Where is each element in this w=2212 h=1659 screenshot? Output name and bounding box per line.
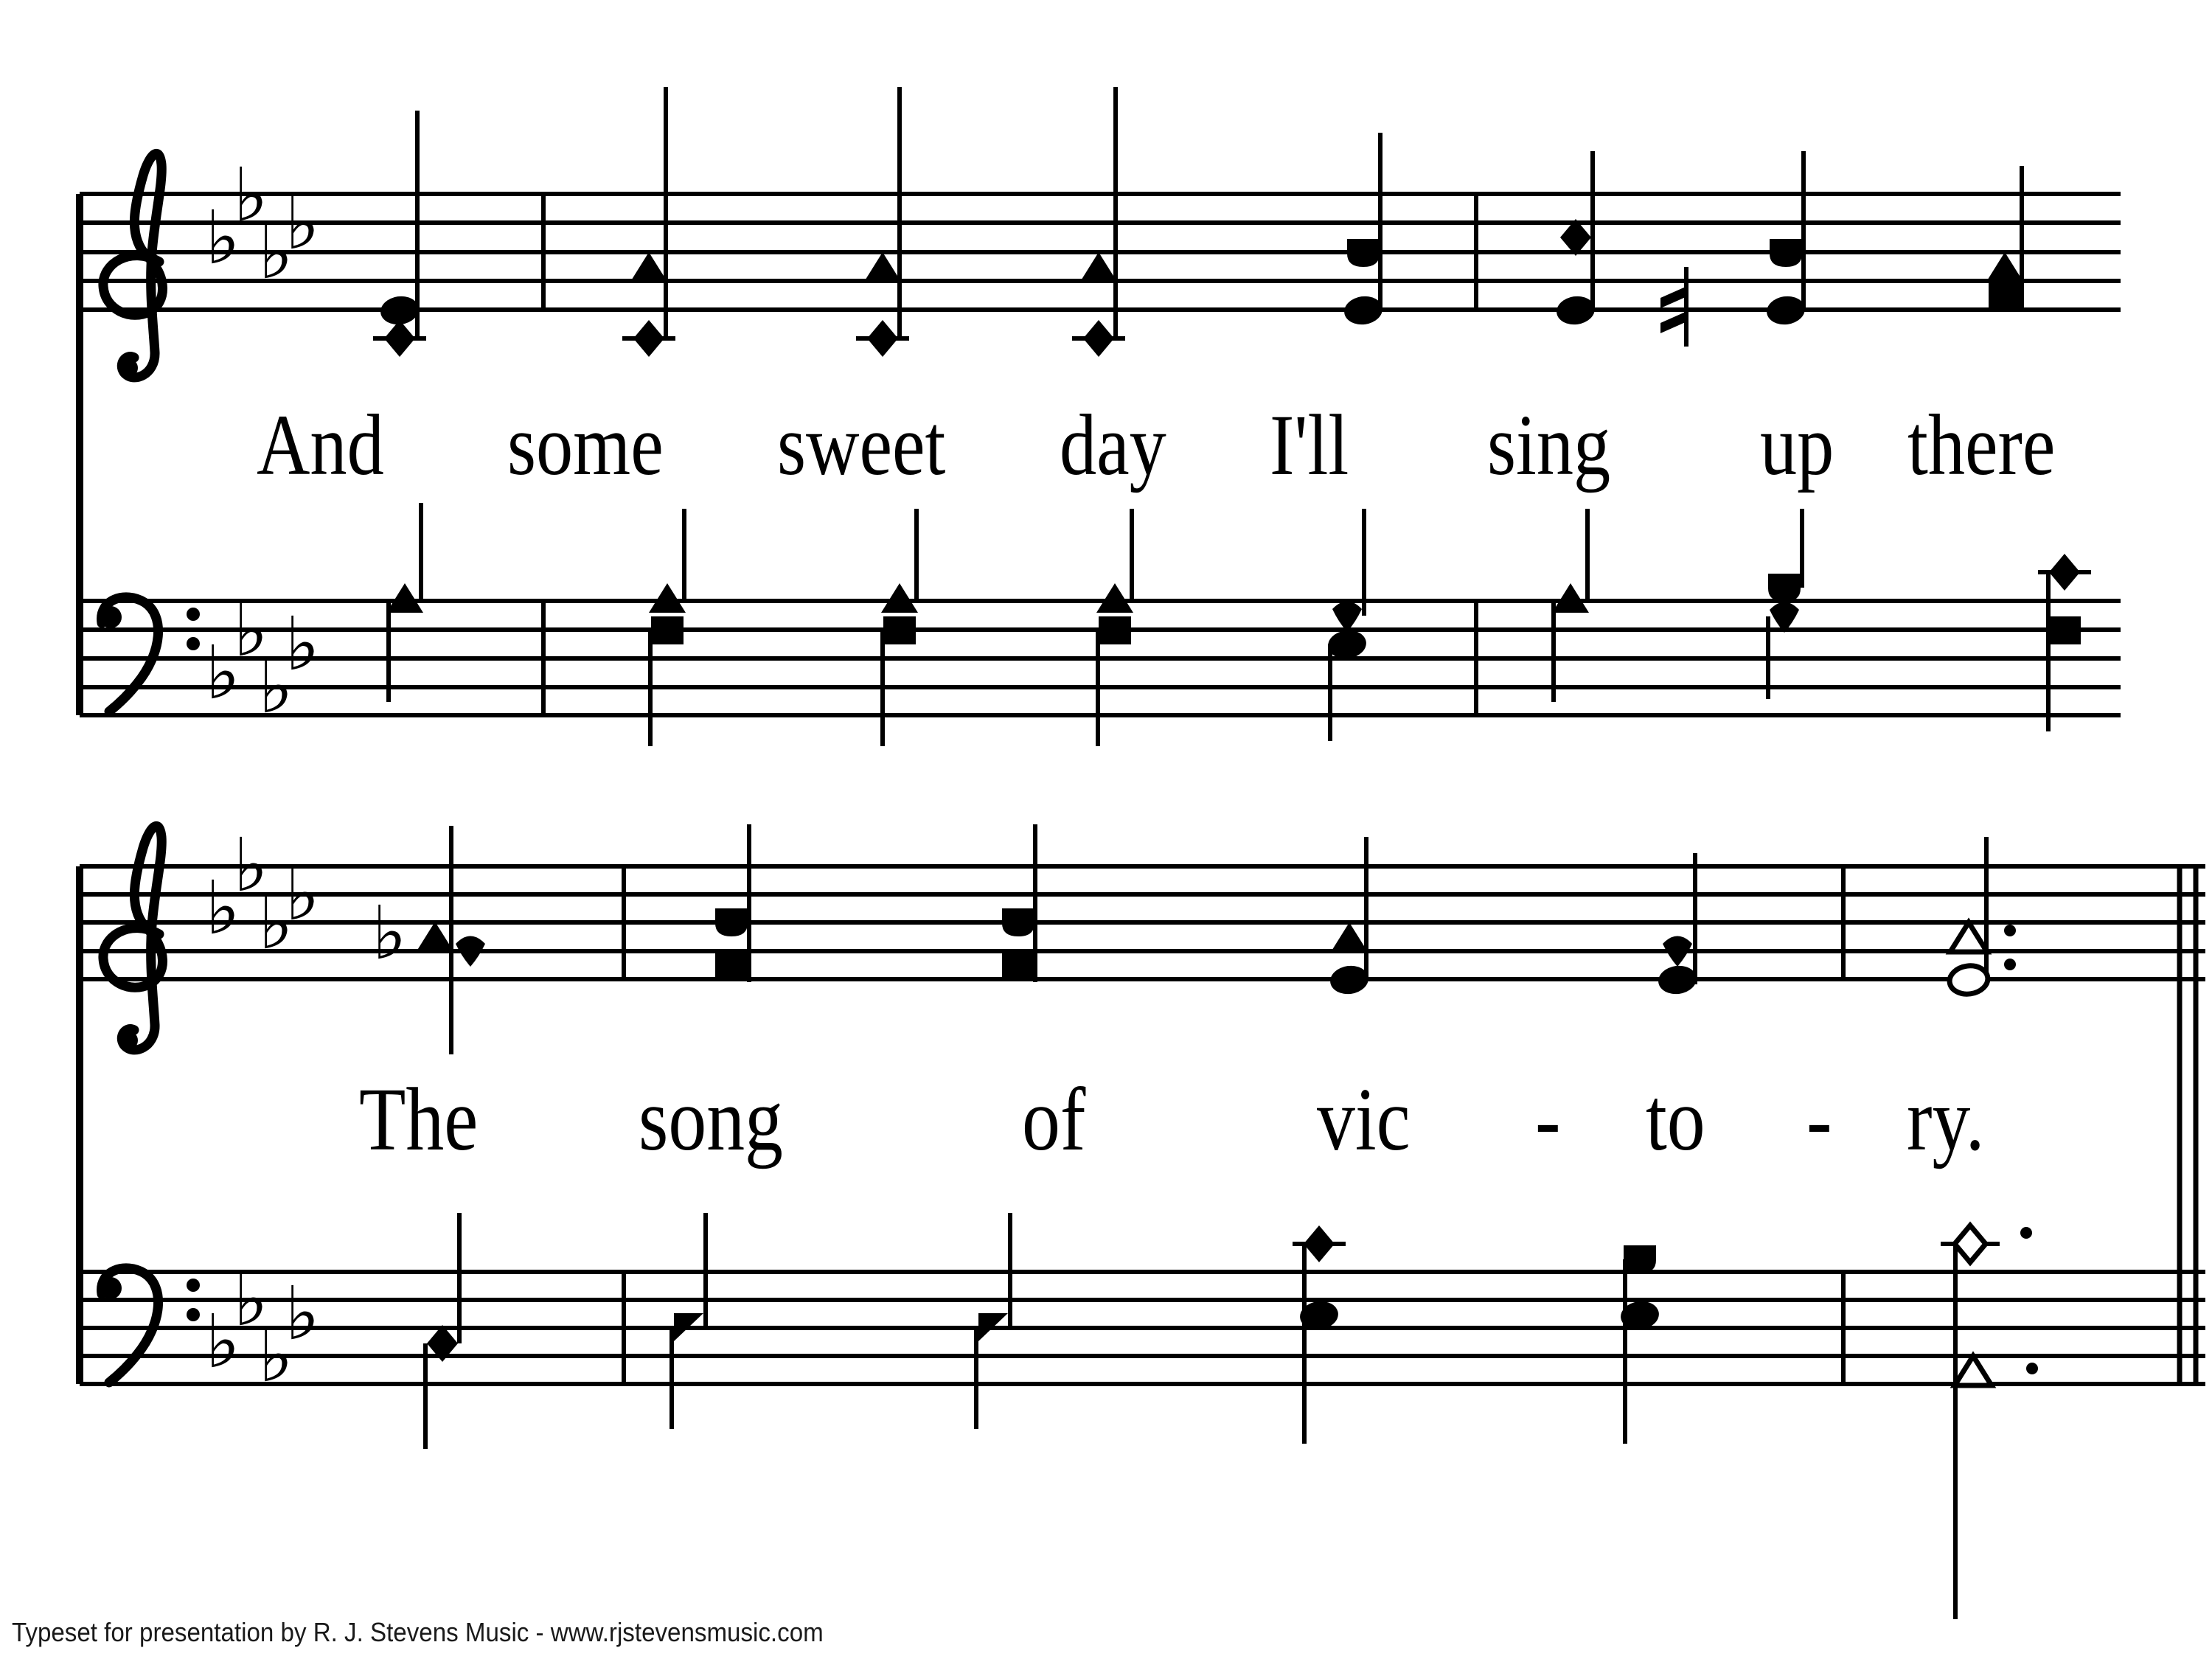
- note-stem: [1096, 630, 1100, 746]
- notehead-diamond: [1955, 1225, 1986, 1262]
- barline: [1841, 1272, 1846, 1384]
- lyric-line-2-word: vic: [1317, 1070, 1411, 1169]
- augmentation-dot: [2004, 925, 2016, 936]
- note-stem: [974, 1327, 978, 1429]
- lyric-line-1-word: there: [1907, 397, 2056, 493]
- note-stem: [2046, 572, 2051, 731]
- staff-line: [80, 599, 2121, 603]
- barline: [1474, 601, 1478, 715]
- flat-sign-icon: ♭: [233, 152, 268, 238]
- augmentation-dot: [2026, 1363, 2038, 1374]
- note-stem: [1590, 151, 1595, 310]
- notehead-triangle: [417, 922, 453, 951]
- note-stem: [1953, 1244, 1958, 1619]
- flat-sign-icon: ♭: [233, 822, 268, 908]
- notehead-oval: [1555, 294, 1597, 327]
- notehead-square: [2048, 616, 2081, 644]
- notehead-oval: [1657, 964, 1699, 997]
- treble-clef-icon: [103, 826, 163, 1050]
- augmentation-dot: [2020, 1227, 2032, 1239]
- note-stem: [1766, 616, 1770, 699]
- flat-sign-icon: ♭: [285, 180, 320, 266]
- flat-sign-icon: ♭: [258, 644, 293, 730]
- lyric-line-1-word: day: [1060, 397, 1166, 493]
- note-stem: [669, 1327, 674, 1429]
- flat-sign-icon: ♭: [205, 1298, 240, 1385]
- note-stem: [419, 503, 423, 599]
- staff-line: [80, 1270, 2205, 1274]
- notehead-cup: [1770, 239, 1802, 267]
- notehead-oval: [1343, 294, 1385, 327]
- notehead-diamond: [1304, 1225, 1335, 1262]
- notehead-square: [1989, 282, 2021, 310]
- notehead-oval: [1765, 294, 1807, 327]
- notehead-oval: [1329, 964, 1371, 997]
- notehead-triangle: [1950, 922, 1987, 952]
- notehead-triangle: [1986, 252, 2023, 282]
- notehead-triangle: [881, 583, 918, 613]
- staff-line: [80, 250, 2121, 254]
- notehead-triangle: [649, 583, 686, 613]
- note-stem: [1623, 1259, 1627, 1444]
- note-stem: [386, 599, 391, 702]
- note-stem: [1130, 509, 1134, 599]
- flat-sign-icon: ♭: [205, 630, 240, 716]
- footer-credit: Typeset for presentation by R. J. Stevens Music - www.rjstevensmusic.com: [12, 1617, 824, 1647]
- flat-sign-icon: ♭: [285, 851, 320, 937]
- notehead-square: [715, 951, 748, 979]
- bass-clef-dot-icon: [187, 608, 200, 621]
- notehead-square: [883, 616, 916, 644]
- flat-sign-icon: ♭: [205, 195, 240, 281]
- flat-sign-icon: ♭: [258, 880, 293, 966]
- lyric-line-1-word: sing: [1487, 397, 1611, 493]
- notehead-square: [651, 616, 684, 644]
- note-stem: [1362, 509, 1366, 616]
- notehead-cup: [715, 908, 748, 936]
- barline: [76, 194, 83, 715]
- barline: [2177, 866, 2183, 1384]
- barline: [1841, 866, 1846, 979]
- lyric-line-2-word: song: [639, 1070, 783, 1169]
- flat-sign-icon: ♭: [205, 865, 240, 951]
- barline: [541, 194, 546, 310]
- staff-line: [80, 220, 2121, 225]
- flat-sign-icon: ♭: [285, 601, 320, 687]
- notehead-cup: [1347, 239, 1380, 267]
- notehead-diamond: [384, 320, 415, 357]
- barline: [541, 601, 546, 715]
- flat-sign-icon: ♭: [233, 1256, 268, 1343]
- notehead-oval: [1326, 628, 1368, 661]
- staff-line: [80, 977, 2205, 981]
- notehead-cup: [1624, 1245, 1656, 1273]
- notehead-cone: [456, 936, 485, 967]
- treble-clef-icon: [103, 153, 163, 378]
- notehead-oval: [1948, 964, 1990, 997]
- notehead-triangle: [1080, 252, 1117, 282]
- notehead-diamond: [633, 320, 664, 357]
- lyric-line-2-word: The: [359, 1070, 479, 1169]
- note-stem: [897, 87, 902, 339]
- flat-sign-icon: ♭: [285, 1270, 320, 1357]
- note-stem: [1684, 267, 1688, 347]
- note-stem: [1364, 837, 1368, 980]
- notehead-triangle: [1096, 583, 1133, 613]
- lyric-line-1-word: sweet: [777, 397, 946, 493]
- lyric-line-1-word: up: [1760, 397, 1834, 493]
- note-stem: [1551, 599, 1556, 702]
- lyric-line-2-word: -: [1806, 1070, 1832, 1169]
- staff-line: [80, 864, 2205, 869]
- notehead-triangle: [1331, 922, 1368, 952]
- note-stem: [648, 630, 653, 746]
- notehead-triangle: [386, 583, 423, 613]
- lyric-line-2-word: ry.: [1907, 1070, 1985, 1169]
- treble-clef-icon: [119, 358, 138, 378]
- flat-sign-icon: ♭: [372, 890, 407, 976]
- notehead-square: [1002, 951, 1034, 979]
- note-flag-icon: [1660, 311, 1687, 333]
- note-stem: [1378, 133, 1382, 310]
- barline: [622, 1272, 626, 1384]
- note-stem: [1113, 87, 1118, 339]
- note-stem: [880, 630, 885, 746]
- staff-line: [80, 1326, 2205, 1330]
- notehead-cone: [1332, 602, 1362, 633]
- flat-sign-icon: ♭: [233, 587, 268, 673]
- notehead-triangle: [1552, 583, 1589, 613]
- flat-sign-icon: ♭: [258, 1312, 293, 1399]
- notehead-diamond: [2049, 554, 2080, 591]
- note-stem: [449, 826, 453, 1054]
- note-stem: [1801, 151, 1806, 310]
- barline: [2194, 866, 2199, 1384]
- notehead-triangle: [630, 252, 667, 282]
- note-stem: [1328, 644, 1332, 741]
- bass-clef-dot-icon: [187, 637, 200, 650]
- notehead-cup: [1002, 908, 1034, 936]
- lyric-line-2-word: to: [1646, 1070, 1705, 1169]
- staff-line: [80, 1298, 2205, 1302]
- note-stem: [423, 1343, 428, 1449]
- lyric-line-1-word: I'll: [1270, 397, 1349, 493]
- staff-line: [80, 192, 2121, 196]
- notehead-cone: [1663, 936, 1692, 967]
- notehead-square: [1099, 616, 1131, 644]
- staff-line: [80, 1354, 2205, 1358]
- notehead-triangle: [1955, 1356, 1992, 1385]
- lyric-line-1-word: some: [507, 397, 664, 493]
- note-stem: [1008, 1213, 1012, 1327]
- note-stem: [1984, 837, 1989, 982]
- bass-clef-dot-icon: [187, 1279, 200, 1292]
- note-stem: [703, 1213, 708, 1327]
- note-stem: [914, 509, 919, 599]
- augmentation-dot: [2004, 959, 2016, 970]
- treble-clef-icon: [119, 1031, 138, 1050]
- note-stem: [457, 1213, 462, 1343]
- bass-clef-dot-icon: [187, 1308, 200, 1321]
- barline: [1474, 194, 1478, 310]
- lyric-line-2-word: of: [1022, 1070, 1086, 1169]
- lyric-line-2-word: -: [1535, 1070, 1561, 1169]
- notehead-diamond: [1083, 320, 1114, 357]
- lyric-line-1-word: And: [257, 397, 384, 493]
- notehead-triangle: [864, 252, 901, 282]
- note-flag-icon: [1660, 286, 1687, 308]
- notehead-diamond: [867, 320, 898, 357]
- note-stem: [1693, 853, 1697, 984]
- note-stem: [682, 509, 686, 599]
- barline: [622, 866, 626, 979]
- staff-line: [80, 1382, 2205, 1386]
- note-stem: [1585, 509, 1590, 599]
- barline: [76, 866, 83, 1384]
- notehead-cup: [1768, 574, 1801, 602]
- note-stem: [664, 87, 668, 339]
- flat-sign-icon: ♭: [258, 209, 293, 296]
- note-stem: [1302, 1244, 1307, 1444]
